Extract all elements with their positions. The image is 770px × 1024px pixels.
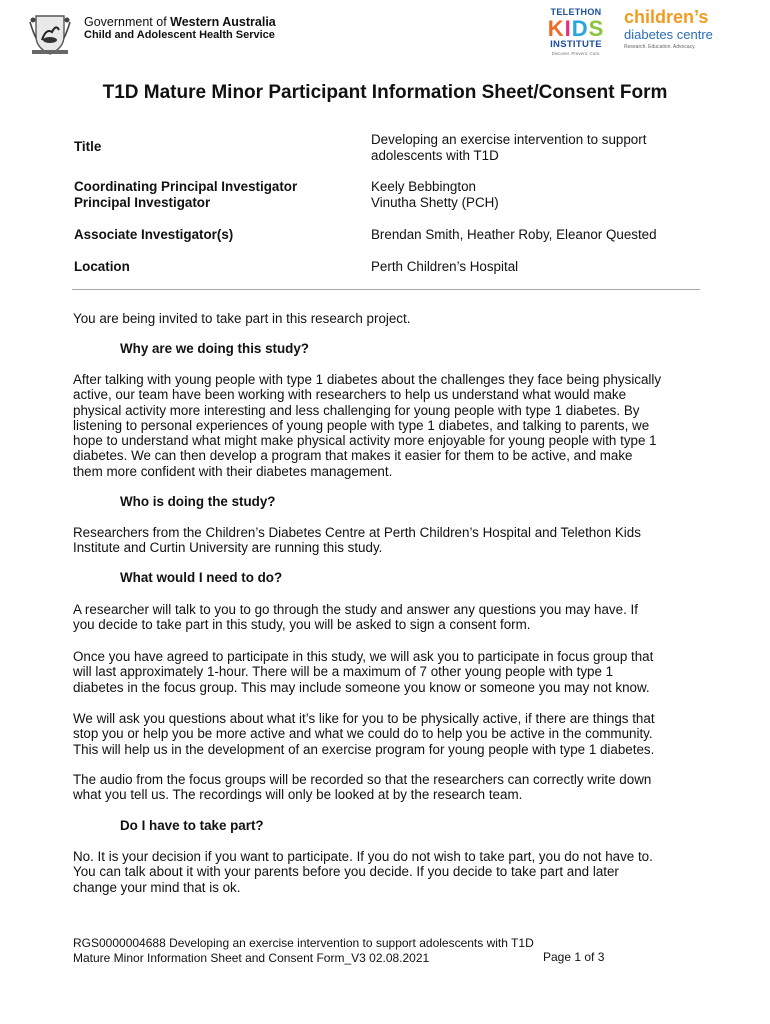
- investigator-labels: Coordinating Principal Investigator Principal Investigator: [74, 179, 298, 210]
- associate-label: Associate Investigator(s): [74, 227, 234, 242]
- heading-what: What would I need to do?: [120, 570, 283, 585]
- wa-government-crest-logo: [26, 10, 74, 56]
- heading-why: Why are we doing this study?: [120, 341, 309, 356]
- location-value: Perth Children’s Hospital: [371, 259, 519, 274]
- paragraph-take-part: No. It is your decision if you want to participate. If you do not wish to take part, you do not have to. You can talk about it with your parents before you decide. If you decide to take part and later change your mind that is ok.: [73, 849, 653, 895]
- heading-take-part: Do I have to take part?: [120, 818, 264, 833]
- paragraph-who: Researchers from the Children’s Diabetes Centre at Perth Children’s Hospital and Telethon Kids Institute and Curtin University are running this study.: [73, 525, 641, 556]
- paragraph-what-1: A researcher will talk to you to go through the study and answer any questions you may have. If you decide to take part in this study, you will be asked to sign a consent form.: [73, 602, 638, 633]
- heading-who: Who is doing the study?: [120, 494, 276, 509]
- paragraph-what-3: We will ask you questions about what it’s like for you to be physically active, if there are things that stop you or help you be more active and what we could do to help you be active in the community. This will help us in the development of an exercise program for young people with type 1 diabetes.: [73, 711, 655, 757]
- investigator-values: Keely Bebbington Vinutha Shetty (PCH): [371, 179, 499, 210]
- paragraph-why: After talking with young people with type 1 diabetes about the challenges they face being physically active, our team have been working with researchers to help us understand what would make physical activity more interesting and less challenging for young people with type 1 diabetes. By listening to personal experiences of young people with type 1 diabetes, and talking to parents, we hope to understand what might make physical activity more enjoyable for young people with type 1 diabetes. We can then develop a program that makes it easier for them to be active, and make them more confident with their diabetes management.: [73, 372, 662, 479]
- telethon-kids-logo: TELETHON KIDS INSTITUTE Discover. Prevent. Cure.: [547, 7, 605, 56]
- divider: [72, 289, 700, 290]
- health-service-name: Child and Adolescent Health Service: [84, 29, 275, 41]
- paragraph-what-2: Once you have agreed to participate in this study, we will ask you to participate in focus group that will last approximately 1-hour. There will be a maximum of 7 other young people with type 1 diabetes in the focus group. This may include someone you know or someone you may not know.: [73, 649, 654, 695]
- government-name: Government of Western Australia: [84, 15, 276, 29]
- location-label: Location: [74, 259, 130, 274]
- footer-reference: RGS0000004688 Developing an exercise intervention to support adolescents with T1D Mature Minor Information Sheet and Consent Form_V3 02.08.2021: [73, 936, 534, 965]
- title-label: Title: [74, 139, 102, 154]
- paragraph-what-4: The audio from the focus groups will be recorded so that the researchers can correctly write down what you tell us. The recordings will only be looked at by the research team.: [73, 772, 652, 803]
- childrens-diabetes-centre-logo: children’s diabetes centre Research. Education. Advocacy.: [624, 7, 713, 50]
- title-value: Developing an exercise intervention to support adolescents with T1D: [371, 132, 647, 163]
- associate-value: Brendan Smith, Heather Roby, Eleanor Quested: [371, 227, 657, 242]
- page-title: T1D Mature Minor Participant Information Sheet/Consent Form: [102, 82, 668, 103]
- page-number: Page 1 of 3: [543, 950, 605, 964]
- intro-text: You are being invited to take part in this research project.: [73, 311, 411, 326]
